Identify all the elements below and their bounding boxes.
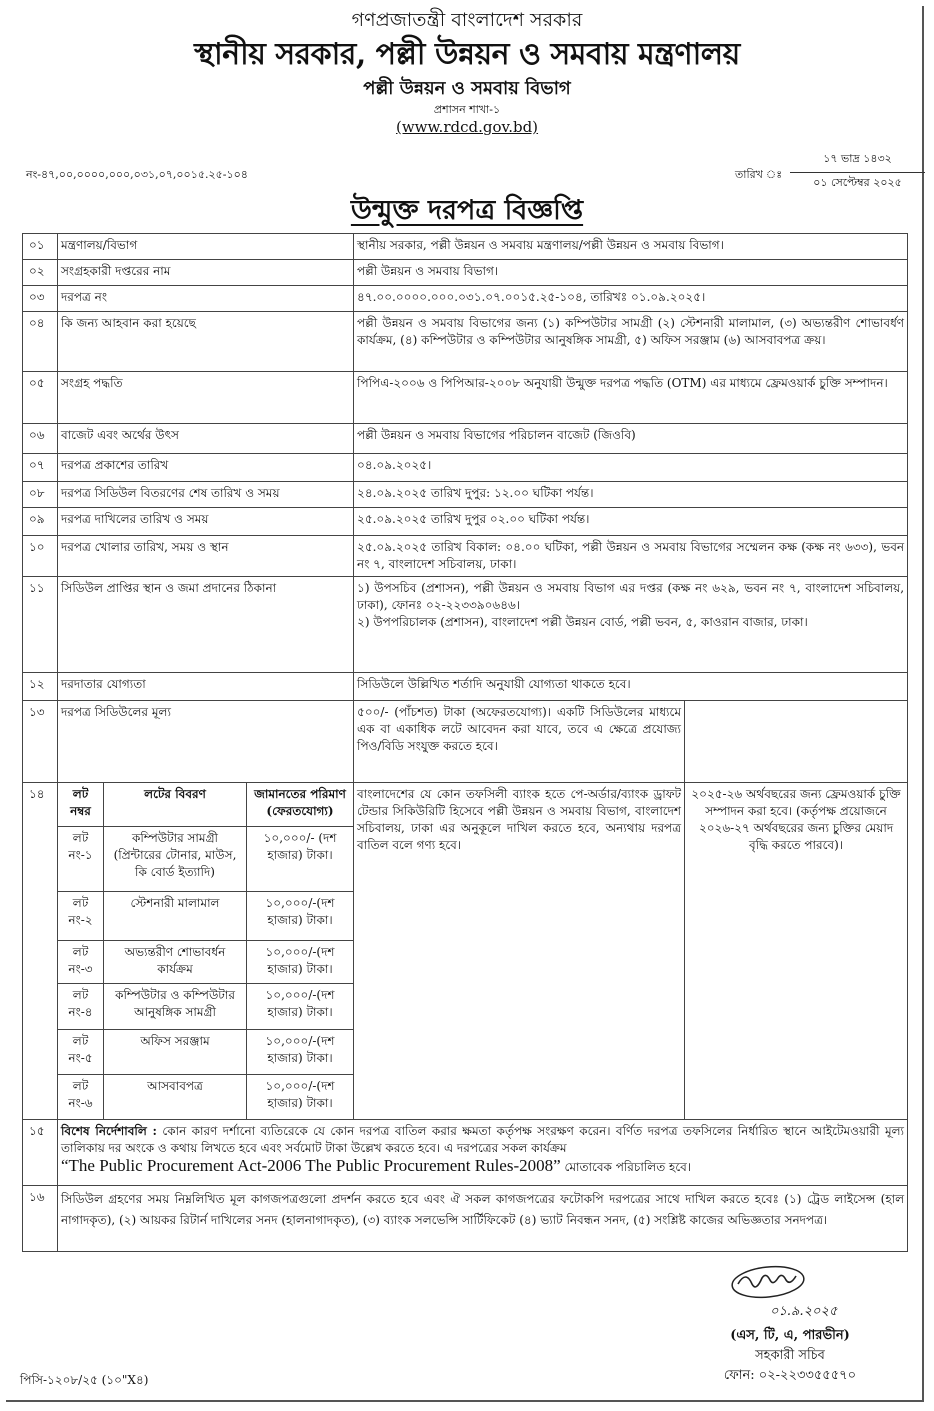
signature-date: ০১.৯.২০২৫ (770, 1304, 838, 1319)
lot-description: কম্পিউটার সামগ্রী (প্রিন্টারের টোনার, মাউস, কি বোর্ড ইত্যাদি) (104, 827, 247, 892)
table-row (23, 577, 908, 673)
security-amount-header: জামানতের পরিমাণ (ফেরতযোগ্য) (247, 783, 354, 827)
lot-number-header: লট নম্বর (58, 783, 104, 827)
row-value-text: স্থানীয় সরকার, পল্লী উন্নয়ন ও সমবায় মন্ত্রণালয়/পল্লী উন্নয়ন ও সমবায় বিভাগ। (357, 238, 724, 252)
row-value (354, 286, 908, 312)
row-number: ০৮ (23, 482, 58, 508)
table-row (23, 454, 908, 482)
table-row (23, 286, 908, 312)
table-row (23, 701, 908, 783)
row-value-text: ০৪.০৯.২০২৫। (357, 458, 432, 472)
signer-name: (এস, টি, এ, পারভীন) (730, 1328, 850, 1343)
table-row (23, 482, 908, 508)
lot-description: স্টেশনারী মালামাল (104, 892, 247, 941)
row-value (354, 260, 908, 286)
row-label: কি জন্য আহবান করা হয়েছে (58, 312, 354, 372)
row-value-text: ২৫.০৯.২০২৫ তারিখ বিকাল: ০৪.০০ ঘটিকা, পল্লী উন্নয়ন ও সমবায় বিভাগের সম্মেলন কক্ষ (কক্ষ নং ৬৩৩), ভবন নং ৭, বাংলাদেশ সচিবালয়, ঢাকা। (357, 540, 905, 571)
signer-designation: সহকারী সচিব (755, 1348, 825, 1363)
row-number: ১০ (23, 536, 58, 577)
tender-table (22, 233, 908, 1252)
table-row (23, 1186, 908, 1252)
row-value (354, 234, 908, 260)
required-documents: সিডিউল গ্রহণের সময় নিম্নলিখিত মূল কাগজপত্রগুলো প্রদর্শন করতে হবে এবং ঐ সকল কাগজপত্রের ফটোকপি দরপত্রের সাথে দাখিল করতে হবেঃ (১) ট্রেড লাইসেন্স (হাল নাগাদকৃত), (২) আয়কর রিটার্ন দাখিলের সনদ (হালনাগাদকৃত), (৩) ব্যাংক সলভেন্সি সার্টিফিকেট (৪) ভ্যাট নিবন্ধন সনদ, (৫) সংশ্লিষ্ট কাজের অভিজ্ঞতার সনদপত্র। (58, 1186, 908, 1252)
row-label: দরপত্র নং (58, 286, 354, 312)
table-row (23, 312, 908, 372)
row-number: ০৯ (23, 508, 58, 536)
empty-cell (685, 701, 908, 783)
memo-number: নং-৪৭,০০,০০০০,০০০,০৩১,০৭,০০১৫.২৫-১০৪ (26, 168, 248, 181)
lot-number: লট নং-২ (58, 892, 104, 941)
branch-heading: প্রশাসন শাখা-১ (433, 103, 501, 116)
table-row (23, 234, 908, 260)
row-value-text: ২৫.০৯.২০২৫ তারিখ দুপুর ০২.০০ ঘটিকা পর্যন্ত। (357, 512, 590, 526)
row-number: ০২ (23, 260, 58, 286)
date-english: ০১ সেপ্টেম্বর ২০২৫ (813, 176, 902, 189)
lot-security-amount: ১০,০০০/-(দশ হাজার) টাকা। (247, 892, 354, 941)
row-number: ১৪ (23, 783, 58, 1120)
date-bangla: ১৭ ভাদ্র ১৪৩২ (790, 150, 925, 173)
row-number: ০৬ (23, 424, 58, 454)
table-row (23, 260, 908, 286)
lot-number: লট নং-৪ (58, 984, 104, 1030)
lot-description: অফিস সরঞ্জাম (104, 1030, 247, 1075)
table-row (23, 673, 908, 701)
row-value (354, 482, 908, 508)
signer-phone: ফোন: ০২-২২৩৩৫৫৫৭০ (723, 1368, 857, 1383)
ministry-heading: স্থানীয় সরকার, পল্লী উন্নয়ন ও সমবায় মন্ত্রণালয় (194, 37, 740, 72)
lot-header-row (23, 783, 908, 827)
lot-description: কম্পিউটার ও কম্পিউটার আনুষঙ্গিক সামগ্রী (104, 984, 247, 1030)
row-value-text-2: ২) উপপরিচালক (প্রশাসন), বাংলাদেশ পল্লী উন্নয়ন বোর্ড, পল্লী ভবন, ৫, কাওরান বাজার, ঢাকা। (357, 615, 808, 629)
row-label: সিডিউল প্রাপ্তির স্থান ও জমা প্রদানের ঠিকানা (58, 577, 354, 673)
lot-description: অভ্যন্তরীণ শোভাবর্ধন কার্যক্রম (104, 941, 247, 984)
row-label: দরপত্র সিডিউল বিতরণের শেষ তারিখ ও সময় (58, 482, 354, 508)
row-number: ০৫ (23, 372, 58, 424)
special-instructions-label: বিশেষ নির্দেশাবলি : (61, 1124, 157, 1138)
website-link[interactable]: (www.rdcd.gov.bd) (395, 118, 539, 136)
row-value: ৫০০/- (পাঁচশত) টাকা (অফেরতযোগ্য)। একটি সিডিউলের মাধ্যমে এক বা একাধিক লটে আবেদন করা যাবে, তবে এ ক্ষেত্রে প্রযোজ্য পিও/বিডি সংযুক্ত করতে হবে। (354, 701, 685, 783)
lot-description: আসবাবপত্র (104, 1075, 247, 1120)
row-value (354, 372, 908, 424)
row-number: ১২ (23, 673, 58, 701)
row-number: ১৫ (23, 1120, 58, 1186)
row-value (354, 577, 908, 673)
table-row (23, 424, 908, 454)
lot-number: লট নং-১ (58, 827, 104, 892)
lot-security-amount: ১০,০০০/- (দশ হাজার) টাকা। (247, 827, 354, 892)
row-number: ০৭ (23, 454, 58, 482)
row-label: সংগ্রহকারী দপ্তরের নাম (58, 260, 354, 286)
row-value-text: পল্লী উন্নয়ন ও সমবায় বিভাগ। (357, 264, 499, 278)
signer-block (690, 1326, 890, 1386)
row-value-text: সিডিউলে উল্লিখিত শর্তাদি অনুযায়ী যোগ্যতা থাকতে হবে। (357, 677, 631, 691)
row-value-text: পিপিএ-২০০৬ ও পিপিআর-২০০৮ অনুযায়ী উন্মুক্ত দরপত্র পদ্ধতি (OTM) এর মাধ্যমে ফ্রেমওয়ার্ক চুক্তি সম্পাদন। (357, 376, 888, 390)
table-row (23, 508, 908, 536)
row-value-text: পল্লী উন্নয়ন ও সমবায় বিভাগের পরিচালন বাজেট (জিওবি) (357, 428, 636, 442)
row-value (354, 454, 908, 482)
payment-note: বাংলাদেশের যে কোন তফসিলী ব্যাংক হতে পে-অর্ডার/ব্যাংক ড্রাফট টেন্ডার সিকিউরিটি হিসেবে পল্লী উন্নয়ন ও সমবায় বিভাগ, বাংলাদেশ সচিবালয়, ঢাকা এর অনুকূলে দাখিল করতে হবে, অন্যথায় দরপত্র বাতিল বলে গণ্য হবে। (354, 783, 685, 1120)
row-value (354, 673, 908, 701)
row-value-text: পল্লী উন্নয়ন ও সমবায় বিভাগের জন্য (১) কম্পিউটার সামগ্রী (২) স্টেশনারী মালামাল, (৩) অভ্যন্তরীণ শোভাবর্ধণ কার্যক্রম, (৪) কম্পিউটার ও কম্পিউটার আনুষঙ্গিক সামগ্রী, ৫) অফিস সরঞ্জাম (৬) আসবাবপত্র ক্রয়। (357, 316, 905, 347)
row-value (354, 424, 908, 454)
row-value-text: ২৪.০৯.২০২৫ তারিখ দুপুর: ১২.০০ ঘটিকা পর্যন্ত। (357, 486, 594, 500)
row-label: মন্ত্রণালয়/বিভাগ (58, 234, 354, 260)
lot-security-amount: ১০,০০০/-(দশ হাজার) টাকা। (247, 1075, 354, 1120)
table-row (23, 1120, 908, 1186)
row-label: সংগ্রহ পদ্ধতি (58, 372, 354, 424)
lot-security-amount: ১০,০০০/-(দশ হাজার) টাকা। (247, 941, 354, 984)
government-heading: গণপ্রজাতন্ত্রী বাংলাদেশ সরকার (351, 9, 583, 31)
procurement-act-reference: “The Public Procurement Act-2006 The Public Procurement Rules-2008” (61, 1156, 561, 1175)
row-number: ১৩ (23, 701, 58, 783)
row-number: ০১ (23, 234, 58, 260)
row-label: দরপত্র খোলার তারিখ, সময় ও স্থান (58, 536, 354, 577)
row-number: ০৪ (23, 312, 58, 372)
division-heading: পল্লী উন্নয়ন ও সমবায় বিভাগ (363, 78, 571, 99)
lot-description-header: লটের বিবরণ (104, 783, 247, 827)
signature-image (728, 1262, 808, 1302)
row-number: ১১ (23, 577, 58, 673)
row-label: দরদাতার যোগ্যতা (58, 673, 354, 701)
lot-number: লট নং-৫ (58, 1030, 104, 1075)
table-row (23, 536, 908, 577)
row-label: দরপত্র প্রকাশের তারিখ (58, 454, 354, 482)
row-value (354, 508, 908, 536)
special-instructions (58, 1120, 908, 1186)
row-value-text: ১) উপসচিব (প্রশাসন), পল্লী উন্নয়ন ও সমবায় বিভাগ এর দপ্তর (কক্ষ নং ৬২৯, ভবন নং ৭, বাংলাদেশ সচিবালয়, ঢাকা), ফোনঃ ০২-২২৩৩৯০৬৪৬। (357, 581, 905, 612)
lot-number: লট নং-৩ (58, 941, 104, 984)
special-instructions-text: কোন কারণ দর্শানো ব্যতিরেকে যে কোন দরপত্র বাতিল করার ক্ষমতা কর্তৃপক্ষ সংরক্ষণ করেন। বর্ণিত দরপত্র তফসিলের নির্ধারিত স্থানে আইটেমওয়ারী মূল্য তালিকায় দর অংকে ও কথায় লিখতে হবে এবং সর্বমোট টাকা উল্লেখ করতে হবে। এ দরপত্রের সকল কার্যক্রম (61, 1124, 905, 1155)
print-code: পিসি-১২০৮/২৫ (১০"X৪) (20, 1373, 149, 1387)
row-number: ০৩ (23, 286, 58, 312)
special-instructions-tail: মোতাবেক পরিচালিত হবে। (564, 1160, 692, 1174)
row-number: ১৬ (23, 1186, 58, 1252)
row-value-text: ৪৭.০০.০০০০.০০০.০৩১.০৭.০০১৫.২৫-১০৪, তারিখঃ ০১.০৯.২০২৫। (357, 290, 706, 304)
lot-number: লট নং-৬ (58, 1075, 104, 1120)
row-label: বাজেট এবং অর্থের উৎস (58, 424, 354, 454)
lot-security-amount: ১০,০০০/-(দশ হাজার) টাকা। (247, 1030, 354, 1075)
notice-title: উন্মুক্ত দরপত্র বিজ্ঞপ্তি (350, 195, 584, 226)
row-label: দরপত্র সিডিউলের মূল্য (58, 701, 354, 783)
table-row (23, 372, 908, 424)
row-value (354, 312, 908, 372)
date-label: তারিখ ঃ (735, 168, 783, 181)
contract-note: ২০২৫-২৬ অর্থবছরের জন্য ফ্রেমওয়ার্ক চুক্তি সম্পাদন করা হবে। (কর্তৃপক্ষ প্রয়োজনে ২০২৬-২৭ অর্থবছরের জন্য চুক্তির মেয়াদ বৃদ্ধি করতে পারবে)। (685, 783, 908, 1120)
row-label: দরপত্র দাখিলের তারিখ ও সময় (58, 508, 354, 536)
row-value (354, 536, 908, 577)
lot-security-amount: ১০,০০০/-(দশ হাজার) টাকা। (247, 984, 354, 1030)
